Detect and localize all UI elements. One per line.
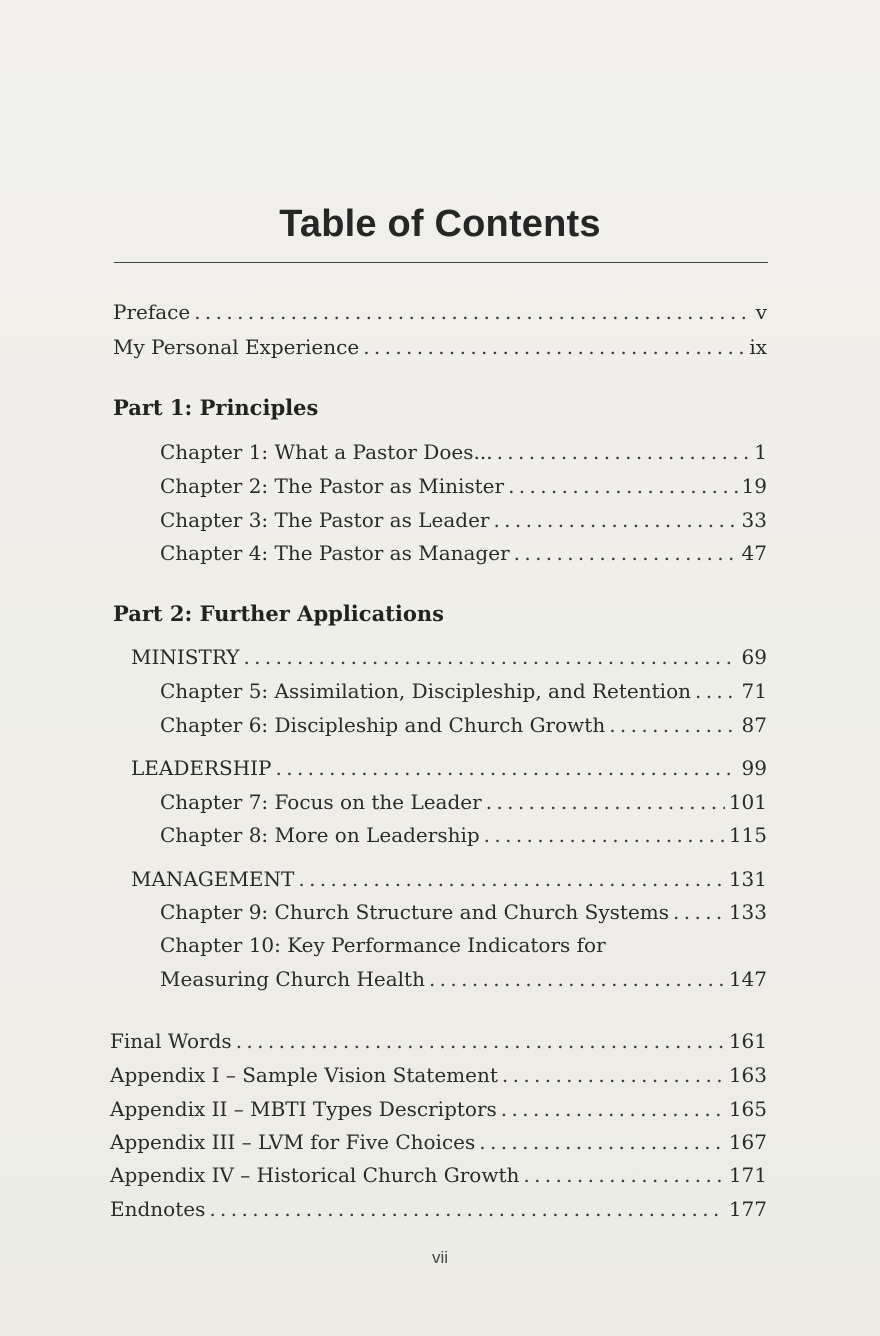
toc-page-number: 165 [728, 1097, 767, 1121]
toc-entry-label: LEADERSHIP [131, 756, 272, 780]
toc-page-number: 171 [728, 1163, 767, 1187]
dot-leader [486, 787, 725, 817]
toc-page-number: 47 [741, 541, 767, 565]
toc-entry-label: Chapter 3: The Pastor as Leader [160, 508, 490, 532]
toc-page-number: 147 [728, 967, 767, 991]
toc-entry-chapter-6[interactable] [160, 710, 767, 740]
toc-entry-label: Final Words [110, 1029, 232, 1053]
toc-entry-chapter-2[interactable] [160, 471, 767, 501]
dot-leader [429, 964, 725, 994]
dot-leader [209, 1194, 724, 1224]
toc-page-number: 87 [741, 713, 767, 737]
toc-page-number: 115 [728, 823, 767, 847]
toc-entry-chapter-7[interactable] [160, 787, 767, 817]
toc-entry-label: Endnotes [110, 1197, 206, 1221]
page-title: Table of Contents [279, 203, 601, 245]
toc-page-number: 69 [741, 645, 767, 669]
toc-page-number: 163 [728, 1063, 767, 1087]
toc-entry-chapter-8[interactable] [160, 820, 767, 850]
toc-page-number: 71 [741, 679, 767, 703]
toc-entry-label: Preface [113, 300, 191, 324]
toc-entry-label: MINISTRY [131, 645, 240, 669]
dot-leader [673, 897, 725, 927]
dot-leader [497, 437, 751, 467]
dot-leader [236, 1026, 725, 1056]
part-1-heading[interactable]: Part 1: Principles [113, 395, 319, 420]
dot-leader [501, 1094, 725, 1124]
dot-leader [484, 820, 725, 850]
toc-entry-label: Chapter 7: Focus on the Leader [160, 790, 482, 814]
dot-leader [276, 753, 738, 783]
toc-page-number: 131 [728, 867, 767, 891]
toc-entry-label: Appendix III – LVM for Five Choices [110, 1130, 476, 1154]
toc-entry-management[interactable] [131, 864, 767, 894]
dot-leader [243, 642, 737, 672]
toc-entry-chapter-3[interactable] [160, 505, 767, 535]
toc-entry-chapter-9[interactable] [160, 897, 767, 927]
toc-entry-label: MANAGEMENT [131, 867, 295, 891]
toc-entry-chapter-10-line-1[interactable]: Chapter 10: Key Performance Indicators for [160, 933, 606, 957]
toc-page-number: 161 [728, 1029, 767, 1053]
toc-entry-appendix-3[interactable] [110, 1127, 767, 1157]
toc-entry-label: Chapter 5: Assimilation, Discipleship, and Retention [160, 679, 691, 703]
toc-entry-chapter-10[interactable] [160, 964, 767, 994]
toc-entry-label: Measuring Church Health [160, 967, 425, 991]
dot-leader [479, 1127, 725, 1157]
dot-leader [514, 538, 738, 568]
toc-entry-chapter-1[interactable] [160, 437, 767, 467]
toc-entry-leadership[interactable] [131, 753, 767, 783]
toc-page-number: 99 [741, 756, 767, 780]
toc-entry-appendix-2[interactable] [110, 1094, 767, 1124]
dot-leader [502, 1060, 725, 1090]
toc-entry-ministry[interactable] [131, 642, 767, 672]
toc-entry-label: Chapter 6: Discipleship and Church Growth [160, 713, 606, 737]
part-2-heading[interactable]: Part 2: Further Applications [113, 601, 444, 626]
dot-leader [695, 676, 738, 706]
toc-entry-appendix-4[interactable] [110, 1160, 767, 1190]
toc-entry-preface[interactable] [113, 297, 767, 327]
toc-entry-label: Chapter 1: What a Pastor Does... [160, 440, 493, 464]
dot-leader [609, 710, 737, 740]
toc-entry-label: Chapter 9: Church Structure and Church Systems [160, 900, 670, 924]
toc-entry-final-words[interactable] [110, 1026, 767, 1056]
toc-page-number: v [755, 300, 767, 324]
toc-entry-label: Appendix IV – Historical Church Growth [110, 1163, 520, 1187]
toc-page-number: 101 [728, 790, 767, 814]
toc-entry-label: Chapter 2: The Pastor as Minister [160, 474, 505, 498]
toc-entry-label: Appendix I – Sample Vision Statement [110, 1063, 498, 1087]
toc-entry-chapter-4[interactable] [160, 538, 767, 568]
toc-entry-endnotes[interactable] [110, 1194, 767, 1224]
toc-entry-label: Chapter 8: More on Leadership [160, 823, 480, 847]
dot-leader [508, 471, 737, 501]
toc-page-number: 1 [754, 440, 767, 464]
toc-entry-label: Appendix II – MBTI Types Descriptors [110, 1097, 497, 1121]
dot-leader [194, 297, 751, 327]
toc-entry-personal-experience[interactable] [113, 332, 767, 362]
toc-page-number: 167 [728, 1130, 767, 1154]
toc-entry-label: My Personal Experience [113, 335, 360, 359]
toc-page-number: 19 [741, 474, 767, 498]
toc-entry-label: Chapter 4: The Pastor as Manager [160, 541, 510, 565]
dot-leader [298, 864, 724, 894]
dot-leader [363, 332, 745, 362]
toc-page-number: ix [749, 335, 767, 359]
toc-page-number: 177 [728, 1197, 767, 1221]
dot-leader [493, 505, 737, 535]
toc-entry-chapter-5[interactable] [160, 676, 767, 706]
page-folio: vii [431, 1248, 449, 1267]
toc-page-number: 33 [741, 508, 767, 532]
toc-entry-appendix-1[interactable] [110, 1060, 767, 1090]
toc-page-number: 133 [728, 900, 767, 924]
dot-leader [523, 1160, 724, 1190]
